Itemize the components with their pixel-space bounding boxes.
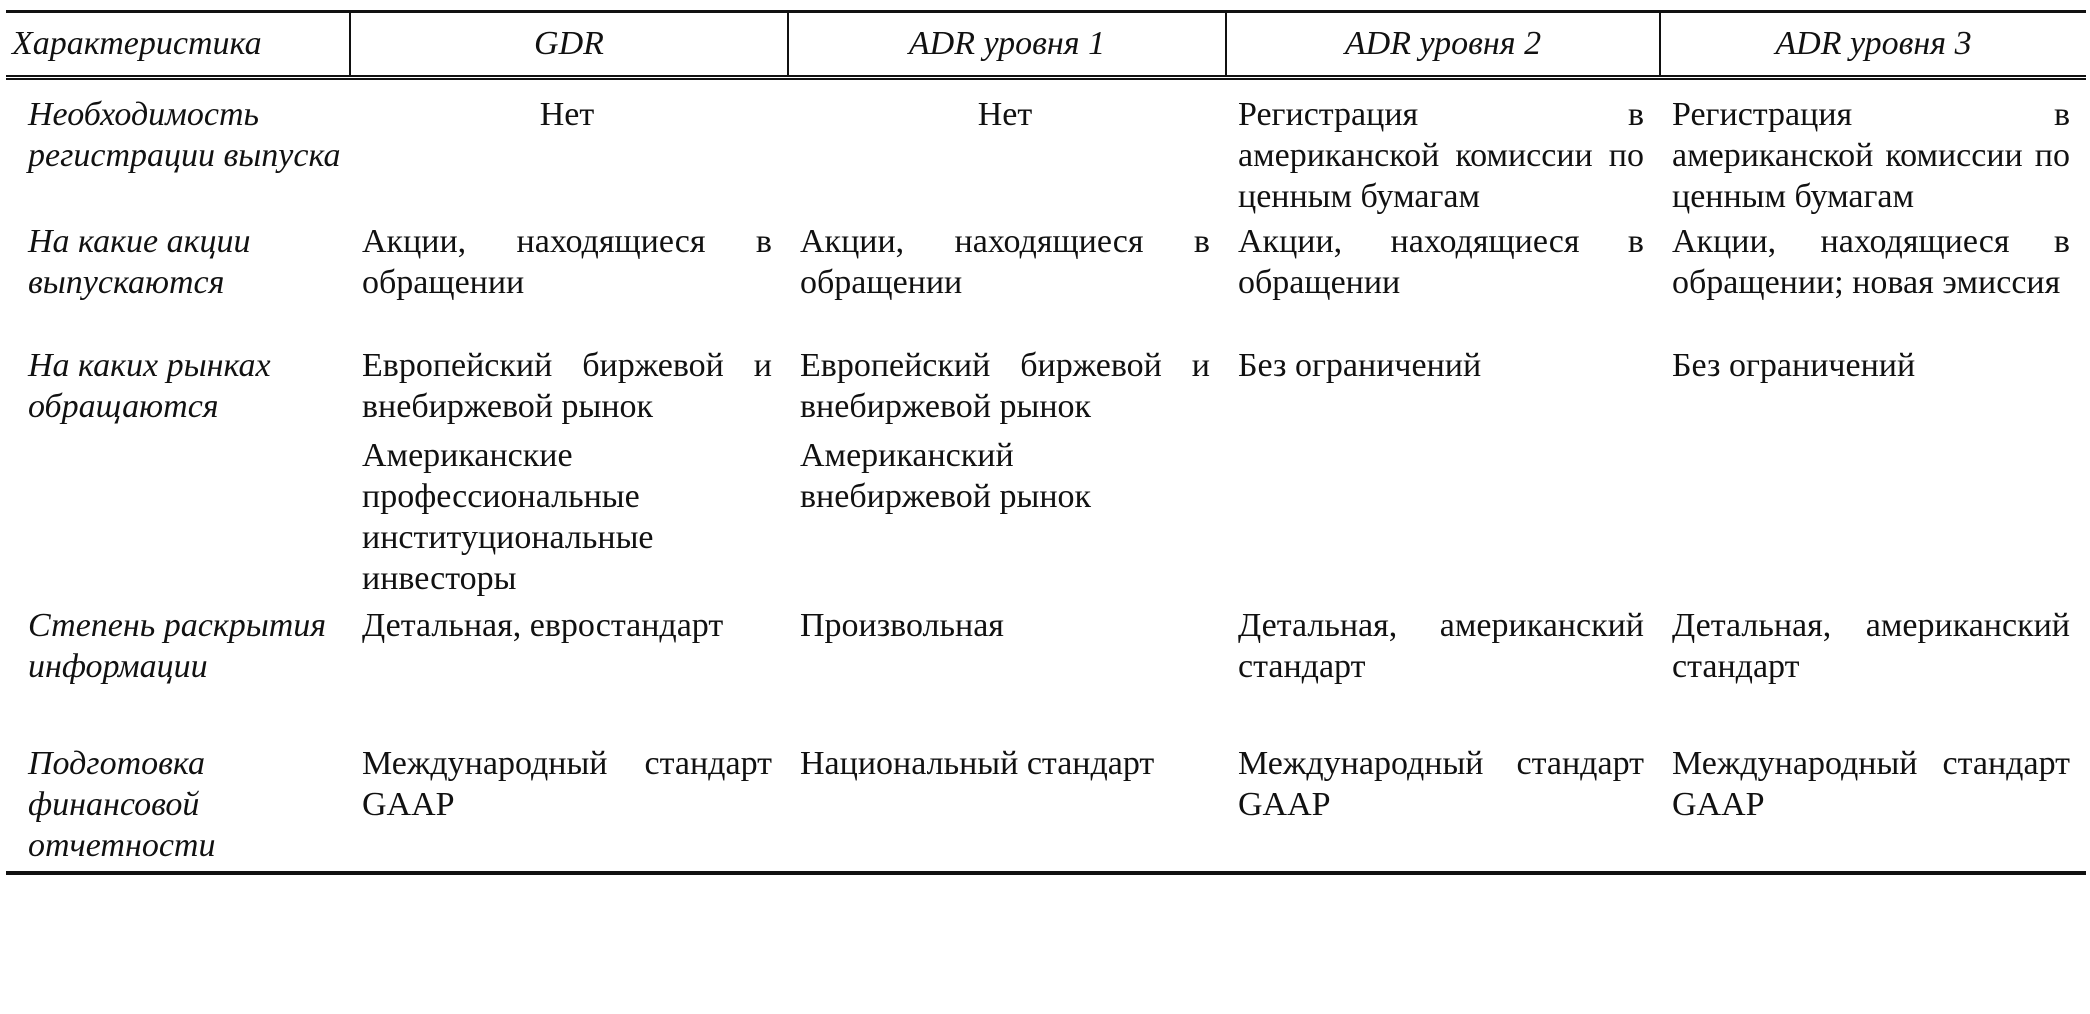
cell-adr1 <box>788 333 1226 601</box>
cell-gdr: Нет <box>539 96 595 133</box>
cell-gdr: Международный стандарт GAAP <box>350 737 788 873</box>
header-gdr: GDR <box>350 12 788 78</box>
cell-adr1-market-europe: Европейский биржевой и внебиржевой рынок <box>800 347 1210 425</box>
header-adr-level-3: ADR уровня 3 <box>1660 12 2086 78</box>
header-adr-level-2: ADR уровня 2 <box>1226 12 1660 78</box>
cell-gdr: Акции, находящиеся в обращении <box>362 223 772 301</box>
cell-adr3: Международный стандарт GAAP <box>1660 737 2086 873</box>
cell-adr1: Акции, находящиеся в обращении <box>800 223 1210 301</box>
comparison-table <box>6 10 2086 875</box>
cell-adr2: Без ограничений <box>1238 347 1482 384</box>
cell-adr2: Регистрация в американской комиссии по ценным бумагам <box>1238 96 1644 215</box>
table-body <box>6 78 2086 874</box>
cell-gdr <box>350 333 788 601</box>
cell-gdr-market-us: Американские профессиональные институциональные инвесторы <box>362 437 654 597</box>
cell-adr3: Детальная, американский стандарт <box>1672 607 2070 685</box>
header-characteristic: Характеристика <box>6 12 350 78</box>
row-label: Подготовка финансовой отчетности <box>6 737 350 873</box>
cell-adr3: Без ограничений <box>1672 347 1916 384</box>
table-header <box>6 12 2086 78</box>
table-row-markets <box>6 333 2086 601</box>
header-row <box>6 12 2086 78</box>
row-label: На какие акции выпускаются <box>28 223 251 301</box>
table-row-disclosure <box>6 601 2086 737</box>
row-label: Необходимость регистрации выпуска <box>28 96 341 174</box>
cell-gdr-market-europe: Европейский биржевой и внебиржевой рынок <box>362 347 772 425</box>
cell-adr1: Нет <box>977 96 1033 133</box>
row-label: На каких рынках обращаются <box>28 347 271 425</box>
cell-adr2: Акции, находящиеся в обращении <box>1238 223 1644 301</box>
cell-gdr: Детальная, евростандарт <box>362 607 724 644</box>
cell-adr3: Акции, находящиеся в обращении; новая эмиссия <box>1672 223 2070 301</box>
table-row-shares <box>6 217 2086 333</box>
cell-adr3: Регистрация в американской комиссии по ценным бумагам <box>1672 96 2070 215</box>
header-adr-level-1: ADR уровня 1 <box>788 12 1226 78</box>
cell-adr1: Национальный стандарт <box>788 737 1226 873</box>
table-row-registration <box>6 78 2086 218</box>
cell-adr2: Международный стандарт GAAP <box>1226 737 1660 873</box>
cell-adr2: Детальная, американский стандарт <box>1238 607 1644 685</box>
row-label: Степень раскрытия информации <box>28 607 327 685</box>
cell-adr1-market-us: Американский внебиржевой рынок <box>800 437 1092 515</box>
cell-adr1: Произвольная <box>800 607 1004 644</box>
table-row-reporting <box>6 737 2086 873</box>
